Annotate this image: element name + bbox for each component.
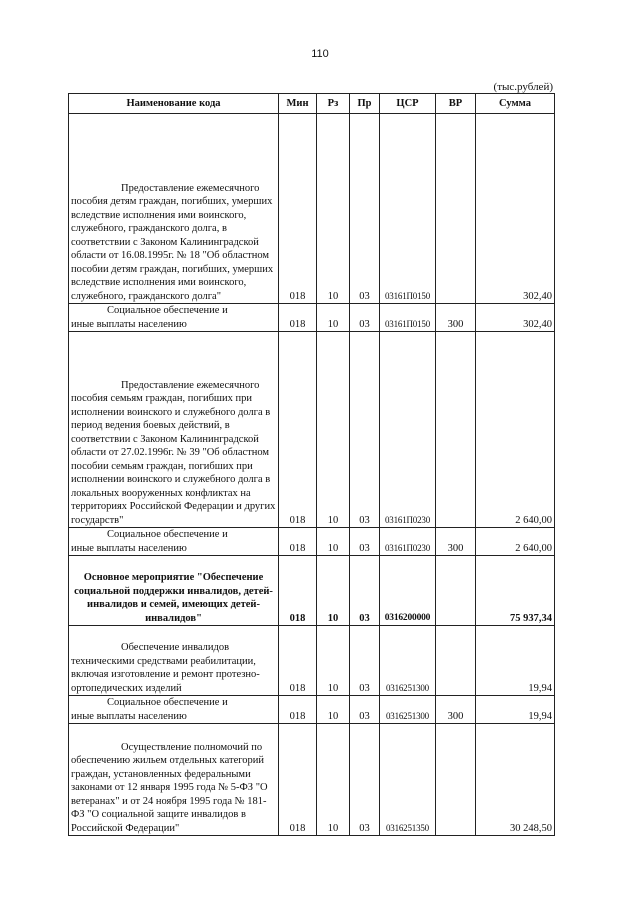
row-sum: 2 640,00	[476, 332, 555, 528]
row-csr: 0316251350	[380, 724, 436, 836]
row-csr: 03161П0150	[380, 304, 436, 332]
row-pr: 03	[350, 626, 380, 696]
table-row	[69, 114, 555, 304]
row-name-rest: иные выплаты населению	[71, 318, 187, 330]
header-sum: Сумма	[476, 94, 555, 114]
row-name	[69, 696, 279, 724]
row-name-rest: пособия детям граждан, погибших, умерших вследствие исполнения ими воинского, служебного, гражданского долга, в соответствии с Законом Калининградской области от 16.08.1995г. № 18 "Об областном пособии детям граждан, погибших, умерших вследствие исполнения ими воинского, служебного, гражданского долга"	[71, 196, 274, 302]
row-min: 018	[279, 114, 317, 304]
row-vr	[436, 626, 476, 696]
row-vr	[436, 556, 476, 626]
row-name-rest: обеспечению жильем отдельных категорий граждан, установленных федеральными законами от 12 января 1995 года № 5-ФЗ "О ветеранах" и от 24 ноября 1995 года № 181-ФЗ "О социальной защите инвалидов в Российской Федерации"	[71, 755, 268, 834]
row-name	[69, 304, 279, 332]
row-pr: 03	[350, 696, 380, 724]
table-row	[69, 304, 555, 332]
row-name-first: Предоставление ежемесячного	[121, 182, 260, 194]
row-vr: 300	[436, 696, 476, 724]
row-sum: 30 248,50	[476, 724, 555, 836]
table-row	[69, 332, 555, 528]
row-pr: 03	[350, 332, 380, 528]
row-rz: 10	[317, 332, 350, 528]
row-name-first: Обеспечение инвалидов	[121, 642, 230, 653]
row-vr: 300	[436, 528, 476, 556]
table-row	[69, 528, 555, 556]
row-sum: 19,94	[476, 696, 555, 724]
row-rz: 10	[317, 696, 350, 724]
row-sum: 302,40	[476, 114, 555, 304]
row-name-first: Социальное обеспечение и	[107, 529, 228, 540]
row-min: 018	[279, 724, 317, 836]
row-name-first: Социальное обеспечение и	[107, 305, 228, 316]
row-min: 018	[279, 556, 317, 626]
row-pr: 03	[350, 556, 380, 626]
row-sum: 19,94	[476, 626, 555, 696]
header-row	[69, 94, 555, 114]
row-min: 018	[279, 696, 317, 724]
table-row	[69, 556, 555, 626]
row-name	[69, 724, 279, 836]
row-csr: 03161П0230	[380, 528, 436, 556]
row-vr: 300	[436, 304, 476, 332]
row-name-rest: техническими средствами реабилитации, включая изготовление и ремонт протезно-ортопедических изделий	[71, 655, 260, 694]
header-vr: ВР	[436, 94, 476, 114]
row-sum: 2 640,00	[476, 528, 555, 556]
header-csr: ЦСР	[380, 94, 436, 114]
row-min: 018	[279, 626, 317, 696]
header-name: Наименование кода	[69, 94, 279, 114]
row-vr	[436, 332, 476, 528]
row-rz: 10	[317, 528, 350, 556]
row-name-first: Социальное обеспечение и	[107, 697, 228, 708]
row-name-rest: пособия семьям граждан, погибших при исполнении воинского и служебного долга в период ведения боевых действий, в соответствии с Законом Калининградской области от 27.02.1996г. № 39 "Об областном пособии семьям граждан, погибших при исполнении воинского и служебного долга в локальных вооруженных конфликтах на территориях Российской Федерации и других государств"	[71, 393, 276, 526]
header-min: Мин	[279, 94, 317, 114]
header-rz: Рз	[317, 94, 350, 114]
table-row	[69, 696, 555, 724]
row-name	[69, 332, 279, 528]
page-number: 110	[311, 48, 329, 60]
row-name	[69, 626, 279, 696]
row-pr: 03	[350, 304, 380, 332]
header-pr: Пр	[350, 94, 380, 114]
row-pr: 03	[350, 528, 380, 556]
row-min: 018	[279, 528, 317, 556]
row-sum: 302,40	[476, 304, 555, 332]
row-pr: 03	[350, 114, 380, 304]
budget-table	[68, 93, 555, 836]
row-name-rest: иные выплаты населению	[71, 710, 187, 722]
row-name-first: Осуществление полномочий по	[121, 741, 263, 753]
row-csr: 0316200000	[380, 556, 436, 626]
row-rz: 10	[317, 556, 350, 626]
units-label: (тыс.рублей)	[493, 81, 553, 93]
row-name-rest: иные выплаты населению	[71, 542, 187, 554]
row-csr: 03161П0150	[380, 114, 436, 304]
row-vr	[436, 114, 476, 304]
table-row	[69, 724, 555, 836]
row-rz: 10	[317, 626, 350, 696]
row-rz: 10	[317, 724, 350, 836]
row-name-first: Предоставление ежемесячного	[121, 379, 260, 391]
row-name	[69, 114, 279, 304]
row-rz: 10	[317, 304, 350, 332]
row-sum: 75 937,34	[476, 556, 555, 626]
row-min: 018	[279, 304, 317, 332]
row-name	[69, 528, 279, 556]
row-csr: 0316251300	[380, 626, 436, 696]
row-csr: 03161П0230	[380, 332, 436, 528]
table-row	[69, 626, 555, 696]
row-pr: 03	[350, 724, 380, 836]
row-min: 018	[279, 332, 317, 528]
row-name: Основное мероприятие "Обеспечение социальной поддержки инвалидов, детей-инвалидов и семей, имеющих детей-инвалидов"	[69, 556, 279, 626]
row-csr: 0316251300	[380, 696, 436, 724]
row-rz: 10	[317, 114, 350, 304]
row-vr	[436, 724, 476, 836]
